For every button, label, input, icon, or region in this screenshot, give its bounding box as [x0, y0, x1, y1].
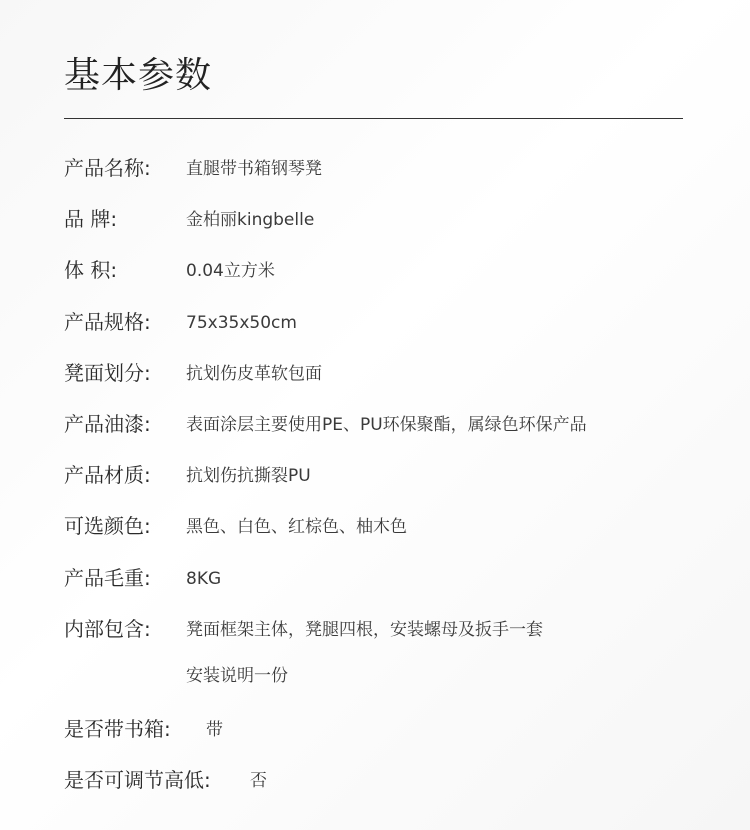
spec-value: 黑色、白色、红棕色、柚木色 — [186, 517, 407, 537]
spec-label: 品 牌: — [64, 207, 118, 231]
spec-row-seat-surface — [0, 357, 750, 389]
spec-value: 否 — [250, 771, 267, 791]
spec-row-paint — [0, 408, 750, 440]
spec-label: 是否可调节高低: — [64, 768, 211, 792]
spec-value: 带 — [206, 720, 223, 740]
spec-label: 产品油漆: — [64, 412, 151, 436]
spec-value: 金柏丽kingbelle — [186, 210, 315, 230]
spec-value: 0.04立方米 — [186, 261, 275, 281]
spec-value: 凳面框架主体，凳腿四根，安装螺母及扳手一套 — [186, 620, 543, 640]
spec-value: 抗划伤抗撕裂PU — [186, 466, 311, 486]
title-divider — [64, 118, 683, 119]
spec-row-gross-weight — [0, 562, 750, 594]
spec-value: 表面涂层主要使用PE、PU环保聚酯，属绿色环保产品 — [186, 415, 587, 435]
spec-label: 凳面划分: — [64, 361, 151, 385]
spec-row-package-contents-continued — [0, 659, 750, 691]
spec-row-package-contents — [0, 613, 750, 645]
spec-row-dimensions — [0, 306, 750, 338]
spec-value: 8KG — [186, 569, 222, 589]
spec-row-material — [0, 459, 750, 491]
spec-label: 是否带书箱: — [64, 717, 171, 741]
spec-row-height-adjustable — [0, 764, 750, 796]
spec-value: 75x35x50cm — [186, 313, 297, 333]
spec-label: 体 积: — [64, 258, 118, 282]
spec-row-product-name — [0, 152, 750, 184]
spec-row-bookbox — [0, 713, 750, 745]
spec-row-brand — [0, 203, 750, 235]
spec-label: 可选颜色: — [64, 514, 151, 538]
spec-value: 安装说明一份 — [186, 666, 288, 686]
spec-label: 产品规格: — [64, 310, 151, 334]
page-title: 基本参数 — [64, 55, 213, 96]
spec-label: 内部包含: — [64, 617, 151, 641]
spec-row-volume — [0, 254, 750, 286]
spec-label: 产品名称: — [64, 156, 151, 180]
spec-value: 直腿带书箱钢琴凳 — [186, 159, 322, 179]
spec-label: 产品材质: — [64, 463, 151, 487]
spec-label: 产品毛重: — [64, 566, 151, 590]
spec-row-colors — [0, 510, 750, 542]
spec-value: 抗划伤皮革软包面 — [186, 364, 322, 384]
